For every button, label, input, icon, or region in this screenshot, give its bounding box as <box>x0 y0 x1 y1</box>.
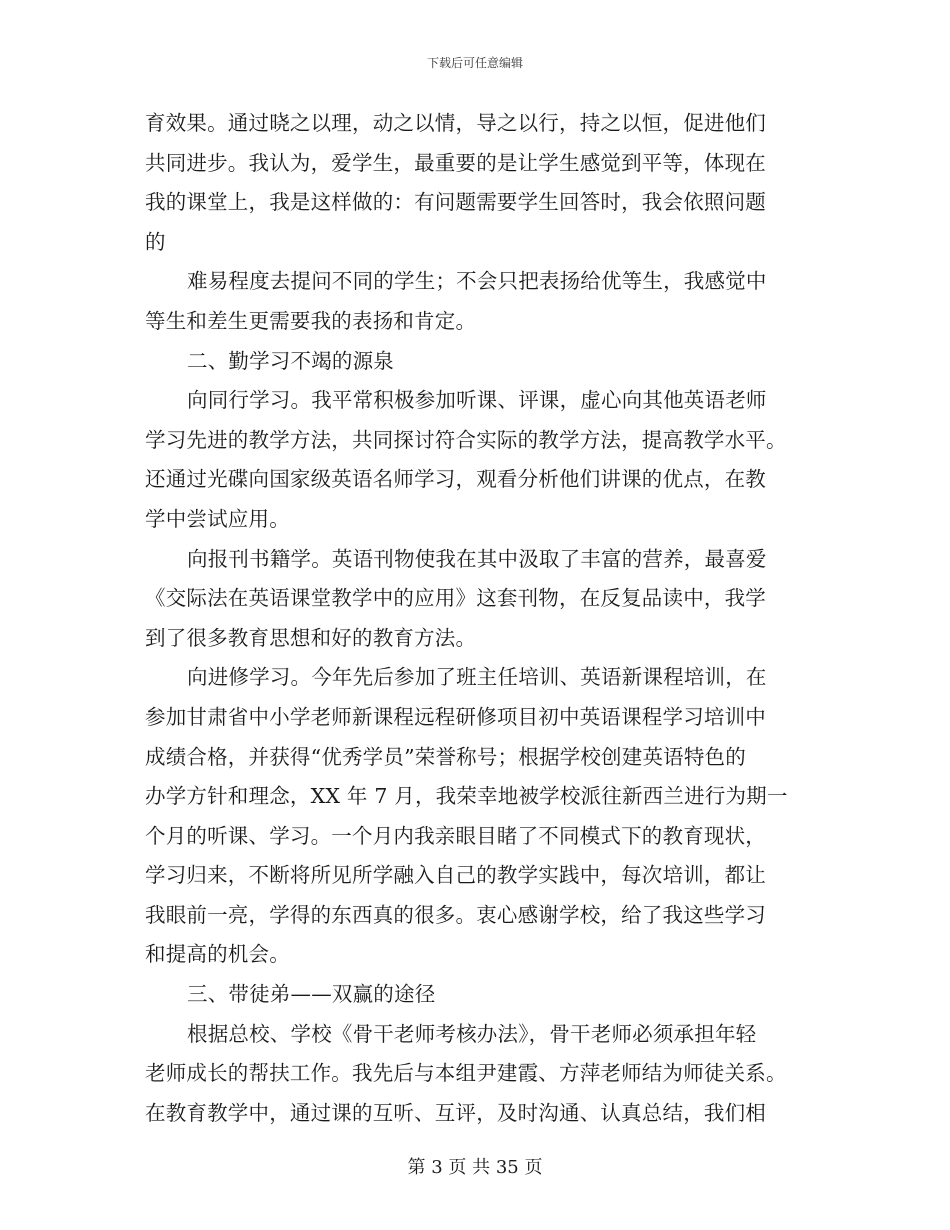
text-line: 向同行学习。我平常积极参加听课、评课，虚心向其他英语老师 <box>187 388 767 413</box>
section-heading: 三、带徒弟——双赢的途径 <box>187 982 436 1007</box>
text-line: 学习归来，不断将所见所学融入自己的教学实践中，每次培训，都让 <box>145 863 766 888</box>
text-line: 育效果。通过晓之以理，动之以情，导之以行，持之以恒，促进他们 <box>145 111 766 135</box>
text-line: 办学方针和理念，XX 年 7 月，我荣幸地被学校派往新西兰进行为期一 <box>145 784 788 809</box>
text-line: 等生和差生更需要我的表扬和肯定。 <box>145 308 477 333</box>
page-header-note: 下载后可任意编辑 <box>426 56 523 70</box>
text-line: 个月的听课、学习。一个月内我亲眼目睹了不同模式下的教育现状， <box>145 823 766 848</box>
text-line: 根据总校、学校《骨干老师考核办法》，骨干老师必须承担年轻 <box>187 1021 757 1046</box>
text-line: 学中尝试应用。 <box>145 506 290 531</box>
text-line: 《交际法在英语课堂教学中的应用》这套刊物，在反复品读中，我学 <box>145 586 766 611</box>
text-line: 到了很多教育思想和好的教育方法。 <box>145 625 477 650</box>
page-number: 第 3 页 共 35 页 <box>407 1157 543 1178</box>
text-line: 学习先进的教学方法，共同探讨符合实际的教学方法，提高教学水平。 <box>145 427 787 452</box>
text-line: 向报刊书籍学。英语刊物使我在其中汲取了丰富的营养，最喜爱 <box>187 546 767 571</box>
text-line: 我眼前一亮，学得的东西真的很多。衷心感谢学校，给了我这些学习 <box>145 902 766 927</box>
text-line: 难易程度去提问不同的学生；不会只把表扬给优等生，我感觉中 <box>187 269 767 294</box>
text-line: 和提高的机会。 <box>145 942 290 967</box>
text-line: 的 <box>145 229 166 254</box>
text-line: 老师成长的帮扶工作。我先后与本组尹建霞、方萍老师结为师徒关系。 <box>145 1061 787 1086</box>
text-line: 参加甘肃省中小学老师新课程远程研修项目初中英语课程学习培训中 <box>145 704 766 729</box>
text-line: 共同进步。我认为，爱学生，最重要的是让学生感觉到平等，体现在 <box>145 150 766 175</box>
document-body <box>145 104 815 1133</box>
text-line: 在教育教学中，通过课的互听、互评，及时沟通、认真总结，我们相 <box>145 1100 766 1125</box>
text-line: 还通过光碟向国家级英语名师学习，观看分析他们讲课的优点，在教 <box>145 467 766 492</box>
text-line: 向进修学习。今年先后参加了班主任培训、英语新课程培训，在 <box>187 665 767 690</box>
section-heading: 二、勤学习不竭的源泉 <box>187 348 394 373</box>
text-line: 我的课堂上，我是这样做的：有问题需要学生回答时，我会依照问题 <box>145 190 766 215</box>
text-line: 成绩合格，并获得“优秀学员”荣誉称号；根据学校创建英语特色的 <box>145 744 746 769</box>
